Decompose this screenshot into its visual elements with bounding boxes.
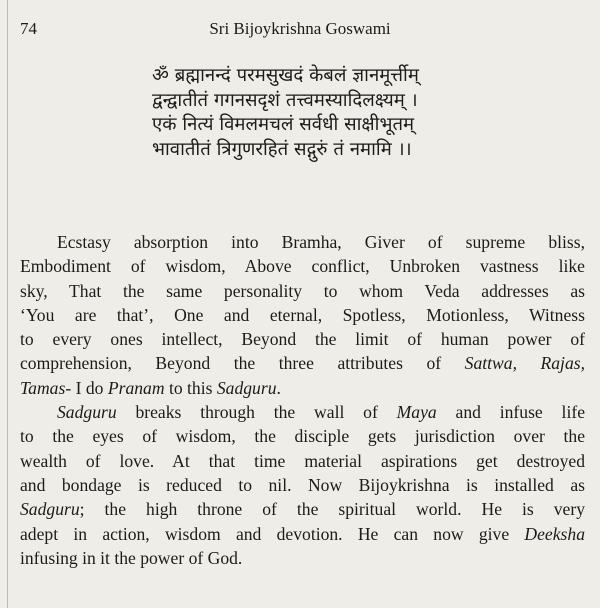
text-line <box>20 473 585 497</box>
italic-term: Pranam <box>107 377 165 398</box>
verse-line: भावातीतं त्रिगुणरहितं सद्गुरुं तं नमामि ।। <box>152 138 412 160</box>
text-run: ‘You are that’, One and eternal, Spotless, Motionless, Witness <box>20 304 585 325</box>
text-line <box>20 546 585 570</box>
text-run: breaks through the wall of <box>116 402 397 423</box>
italic-term: Tamas <box>20 377 66 398</box>
text-line <box>20 424 585 448</box>
verse-line: द्वन्द्वातीतं गगनसदृशं तत्त्वमस्यादिलक्ष्यम् । <box>152 89 418 111</box>
text-line <box>20 230 585 254</box>
italic-term: Sadguru <box>57 402 117 423</box>
text-line <box>20 327 585 351</box>
italic-term: Maya <box>396 402 437 423</box>
italic-term: Sadguru <box>20 499 80 520</box>
body-text <box>20 230 585 570</box>
text-line <box>20 303 585 327</box>
italic-term: Sattwa, Rajas, <box>464 353 585 374</box>
text-run: - I do <box>65 377 108 398</box>
text-line <box>20 497 585 521</box>
text-line <box>20 351 585 375</box>
paragraph <box>20 230 585 400</box>
text-run: ; the high throne of the spiritual world. He is very <box>79 499 585 520</box>
text-run: wealth of love. At that time material aspirations get destroyed <box>20 450 585 471</box>
verse-line: ॐ ब्रह्मानन्दं परमसुखदं केबलं ज्ञानमूर्त्तीम् <box>152 65 419 86</box>
text-line <box>20 400 585 424</box>
text-run: infusing in it the power of God. <box>20 547 243 568</box>
text-run: and bondage is reduced to nil. Now Bijoykrishna is installed as <box>20 474 585 495</box>
text-run: to this <box>164 377 217 398</box>
text-line <box>20 376 585 400</box>
text-run: Ecstasy absorption into Bramha, Giver of supreme bliss, <box>57 232 585 252</box>
page-edge <box>7 0 8 608</box>
text-run: Embodiment of wisdom, Above conflict, Unbroken vastness like <box>20 256 585 277</box>
text-run: . <box>276 377 281 398</box>
text-run: sky, That the same personality to whom Veda addresses as <box>20 280 585 301</box>
paragraph <box>20 400 585 570</box>
italic-term: Sadguru <box>216 377 277 398</box>
text-run: to every ones intellect, Beyond the limit of human power of <box>20 329 585 350</box>
page-number: 74 <box>20 19 37 38</box>
verse-line: एकं नित्यं विमलमचलं सर्वधी साक्षीभूतम् <box>152 114 415 135</box>
text-line <box>20 522 585 546</box>
text-run: adept in action, wisdom and devotion. He can now give <box>20 523 525 544</box>
sanskrit-verse <box>152 64 419 162</box>
text-line <box>20 449 585 473</box>
text-run: and infuse life <box>436 402 585 423</box>
text-line <box>20 279 585 303</box>
text-run: comprehension, Beyond the three attributes of <box>20 353 465 374</box>
running-title: Sri Bijoykrishna Goswami <box>209 19 391 38</box>
text-line <box>20 254 585 278</box>
text-run: to the eyes of wisdom, the disciple gets jurisdiction over the <box>20 426 585 447</box>
italic-term: Deeksha <box>524 523 585 544</box>
